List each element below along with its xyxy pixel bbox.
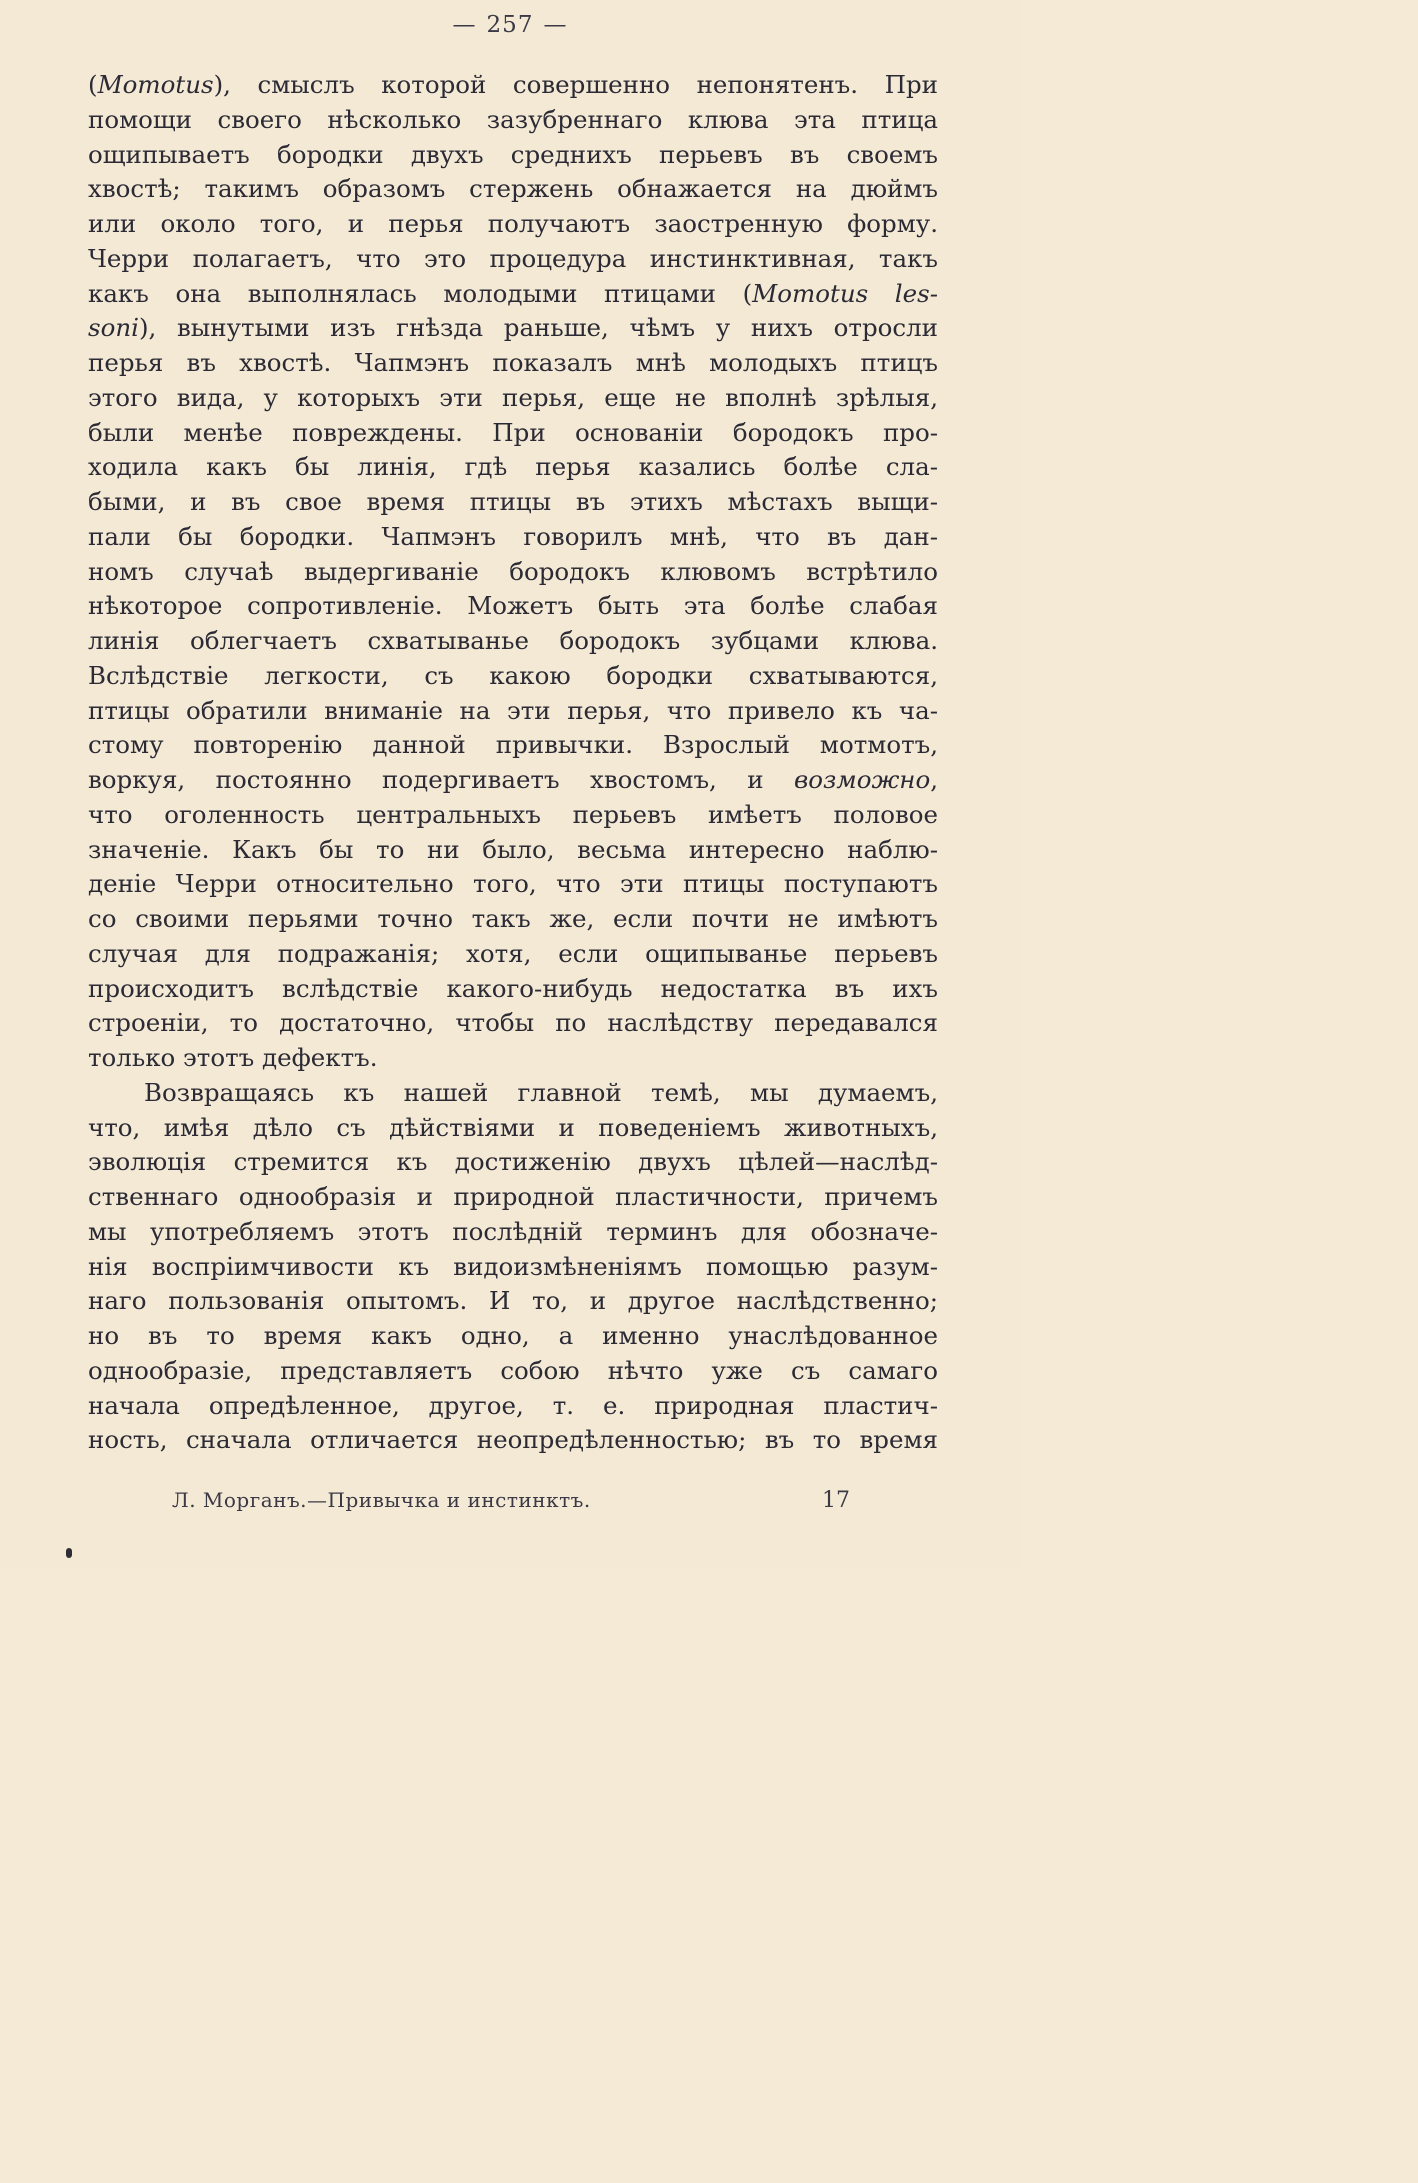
text-line: наго пользованія опытомъ. И то, и другое наслѣдственно;	[88, 1286, 938, 1316]
text-line: нія воспріимчивости къ видоизмѣненіямъ помощью разум-	[88, 1251, 938, 1281]
text-line: быми, и въ свое время птицы въ этихъ мѣстахъ выщи-	[88, 487, 938, 516]
text-line: этого вида, у которыхъ эти перья, еще не вполнѣ зрѣлыя,	[88, 382, 938, 412]
text-line: Возвращаясь къ нашей главной темѣ, мы думаемъ,	[144, 1077, 938, 1107]
text-line: хвостѣ; такимъ образомъ стержень обнажается на дюймъ	[88, 174, 938, 204]
signature-mark: 17	[822, 1488, 850, 1513]
page-number-value: 257	[486, 12, 534, 38]
ink-speck	[66, 1548, 72, 1558]
text-line: только этотъ дефектъ.	[88, 1043, 378, 1072]
text-line: помощи своего нѣсколько зазубреннаго клюва эта птица	[88, 104, 938, 134]
text-line: ственнаго однообразія и природной пластичности, причемъ	[88, 1182, 938, 1211]
text-line: soni), вынутыми изъ гнѣзда раньше, чѣмъ у нихъ отросли	[88, 313, 938, 343]
text-line: линія облегчаетъ схватыванье бородокъ зубцами клюва.	[88, 626, 938, 655]
text-line: (Momotus), смыслъ которой совершенно непонятенъ. При	[88, 70, 938, 99]
text-line: ходила какъ бы линія, гдѣ перья казались болѣе сла-	[88, 452, 938, 482]
page-number-dash-right: —	[543, 12, 568, 38]
text-line: но въ то время какъ одно, а именно унаслѣдованное	[88, 1321, 938, 1350]
text-line: строеніи, то достаточно, чтобы по наслѣдству передавался	[88, 1008, 938, 1038]
text-line: нѣкоторое сопротивленіе. Можетъ быть эта болѣе слабая	[88, 591, 938, 621]
text-line: эволюція стремится къ достиженію двухъ цѣлей—наслѣд-	[88, 1147, 938, 1177]
page-footer	[0, 1488, 1020, 1518]
paragraph-2	[88, 1076, 938, 1458]
text-line: ность, сначала отличается неопредѣленностью; въ то время	[88, 1425, 938, 1455]
text-line: ощипываетъ бородки двухъ среднихъ перьевъ въ своемъ	[88, 139, 938, 169]
text-line: что, имѣя дѣло съ дѣйствіями и поведеніемъ животныхъ,	[88, 1112, 938, 1142]
paragraph-1	[88, 68, 938, 1076]
body-text	[88, 68, 938, 1458]
text-line: номъ случаѣ выдергиваніе бородокъ клювомъ встрѣтило	[88, 556, 938, 586]
text-line: однообразіе, представляетъ собою нѣчто уже съ самаго	[88, 1355, 938, 1385]
text-line: случая для подражанія; хотя, если ощипыванье перьевъ	[88, 938, 938, 968]
page-number	[0, 12, 1020, 38]
text-line: стому повторенію данной привычки. Взрослый мотмотъ,	[88, 730, 938, 760]
footer-title: Л. Морганъ.—Привычка и инстинктъ.	[172, 1488, 591, 1512]
text-line: происходитъ вслѣдствіе какого-нибудь недостатка въ ихъ	[88, 973, 938, 1003]
text-line: какъ она выполнялась молодыми птицами (Momotus les-	[88, 278, 938, 308]
text-line: со своими перьями точно такъ же, если почти не имѣютъ	[88, 904, 938, 933]
page-number-dash-left: —	[452, 12, 477, 38]
text-line: начала опредѣленное, другое, т. е. природная пластич-	[88, 1390, 938, 1420]
text-line: воркуя, постоянно подергиваетъ хвостомъ, и возможно,	[88, 765, 938, 794]
text-line: значеніе. Какъ бы то ни было, весьма интересно наблю-	[88, 834, 938, 864]
text-line: деніе Черри относительно того, что эти птицы поступаютъ	[88, 869, 938, 899]
text-line: или около того, и перья получаютъ заостренную форму.	[88, 209, 938, 238]
text-line: были менѣе повреждены. При основаніи бородокъ про-	[88, 417, 938, 447]
text-line: Черри полагаетъ, что это процедура инстинктивная, такъ	[88, 243, 938, 273]
text-line: перья въ хвостѣ. Чапмэнъ показалъ мнѣ молодыхъ птицъ	[88, 348, 938, 377]
text-line: что оголенность центральныхъ перьевъ имѣетъ половое	[88, 799, 938, 829]
text-line: птицы обратили вниманіе на эти перья, что привело къ ча-	[88, 695, 938, 725]
text-line: Вслѣдствіе легкости, съ какою бородки схватываются,	[88, 660, 938, 690]
text-line: пали бы бородки. Чапмэнъ говорилъ мнѣ, что въ дан-	[88, 521, 938, 551]
text-line: мы употребляемъ этотъ послѣдній терминъ для обозначе-	[88, 1216, 938, 1246]
